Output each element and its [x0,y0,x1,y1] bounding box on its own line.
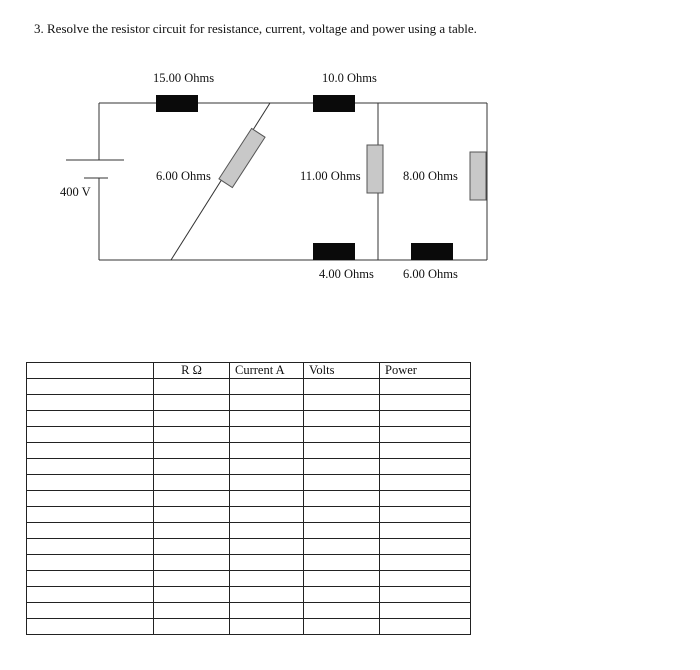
table-cell[interactable] [230,411,304,427]
table-cell[interactable] [304,619,380,635]
table-cell[interactable] [304,571,380,587]
table-row [27,523,471,539]
resistor-top-left [156,95,198,112]
table-cell[interactable] [154,379,230,395]
table-cell[interactable] [230,603,304,619]
table-cell[interactable] [27,411,154,427]
table-cell[interactable] [304,427,380,443]
table-cell[interactable] [27,523,154,539]
header-volts: Volts [304,363,380,379]
resistor-bottom-middle [313,243,355,260]
results-table [26,362,471,635]
table-cell[interactable] [230,475,304,491]
label-source-voltage: 400 V [60,185,91,199]
table-cell[interactable] [304,587,380,603]
table-cell[interactable] [380,411,471,427]
table-cell[interactable] [304,507,380,523]
table-cell[interactable] [230,523,304,539]
table-cell[interactable] [27,619,154,635]
table-cell[interactable] [154,475,230,491]
table-cell[interactable] [27,379,154,395]
table-cell[interactable] [380,475,471,491]
table-row [27,539,471,555]
table-cell[interactable] [230,459,304,475]
table-cell[interactable] [154,523,230,539]
table-cell[interactable] [27,475,154,491]
table-cell[interactable] [304,443,380,459]
table-cell[interactable] [154,603,230,619]
table-cell[interactable] [230,555,304,571]
table-cell[interactable] [304,395,380,411]
question-number: 3. [34,21,44,36]
header-power: Power [380,363,471,379]
table-cell[interactable] [230,507,304,523]
table-cell[interactable] [27,587,154,603]
table-cell[interactable] [230,443,304,459]
table-cell[interactable] [304,523,380,539]
table-row [27,427,471,443]
resistor-diagonal [219,128,265,187]
resistor-circuit-diagram [0,0,700,330]
resistor-middle-vertical [367,145,383,193]
header-blank [27,363,154,379]
table-cell[interactable] [27,571,154,587]
table-cell[interactable] [27,491,154,507]
table-cell[interactable] [380,427,471,443]
table-cell[interactable] [304,491,380,507]
table-cell[interactable] [154,427,230,443]
table-cell[interactable] [230,379,304,395]
table-row [27,603,471,619]
table-cell[interactable] [230,587,304,603]
table-cell[interactable] [380,619,471,635]
label-right-vertical: 8.00 Ohms [403,169,458,183]
table-cell[interactable] [304,411,380,427]
table-cell[interactable] [304,475,380,491]
table-cell[interactable] [380,443,471,459]
header-resistance: R Ω [154,363,230,379]
label-top-left: 15.00 Ohms [153,71,215,85]
table-row [27,459,471,475]
resistor-bottom-right [411,243,453,260]
table-cell[interactable] [154,491,230,507]
label-diagonal: 6.00 Ohms [156,169,211,183]
header-current: Current A [230,363,304,379]
table-row [27,395,471,411]
table-cell[interactable] [380,459,471,475]
table-cell[interactable] [27,539,154,555]
label-bottom-right: 6.00 Ohms [403,267,458,281]
question-body: Resolve the resistor circuit for resistance, current, voltage and power using a table. [47,21,477,36]
table-cell[interactable] [380,555,471,571]
table-cell[interactable] [154,443,230,459]
table-cell[interactable] [27,443,154,459]
table-cell[interactable] [27,459,154,475]
table-row [27,507,471,523]
resistor-right-vertical [470,152,486,200]
table-cell[interactable] [380,523,471,539]
table-cell[interactable] [304,555,380,571]
table-row [27,475,471,491]
table-cell[interactable] [230,571,304,587]
table-cell[interactable] [230,619,304,635]
table-cell[interactable] [380,507,471,523]
table-cell[interactable] [304,459,380,475]
table-cell[interactable] [154,539,230,555]
table-cell[interactable] [154,571,230,587]
table-cell[interactable] [27,507,154,523]
table-cell[interactable] [304,539,380,555]
table-body [27,379,471,635]
resistor-top-right [313,95,355,112]
table-cell[interactable] [154,459,230,475]
table-cell[interactable] [230,395,304,411]
table-cell[interactable] [154,555,230,571]
label-middle-vertical: 11.00 Ohms [300,169,361,183]
table-cell[interactable] [380,603,471,619]
table-cell[interactable] [380,539,471,555]
table-row [27,379,471,395]
table-row [27,443,471,459]
table-cell[interactable] [230,427,304,443]
table-cell[interactable] [154,395,230,411]
table-header-row [27,363,471,379]
table-row [27,619,471,635]
table-cell[interactable] [304,379,380,395]
table-row [27,571,471,587]
table-cell[interactable] [27,427,154,443]
table-cell[interactable] [154,587,230,603]
table-cell[interactable] [380,379,471,395]
table-row [27,555,471,571]
table-cell[interactable] [27,555,154,571]
table-row [27,411,471,427]
label-bottom-middle: 4.00 Ohms [319,267,374,281]
label-top-right: 10.0 Ohms [322,71,377,85]
table-cell[interactable] [304,603,380,619]
table-cell[interactable] [154,507,230,523]
table-cell[interactable] [380,587,471,603]
table-cell[interactable] [154,619,230,635]
table-cell[interactable] [154,411,230,427]
table-cell[interactable] [380,571,471,587]
table-cell[interactable] [380,491,471,507]
table-row [27,491,471,507]
table-cell[interactable] [380,395,471,411]
table-row [27,587,471,603]
table-cell[interactable] [27,395,154,411]
table-cell[interactable] [27,603,154,619]
table-cell[interactable] [230,491,304,507]
table-cell[interactable] [230,539,304,555]
